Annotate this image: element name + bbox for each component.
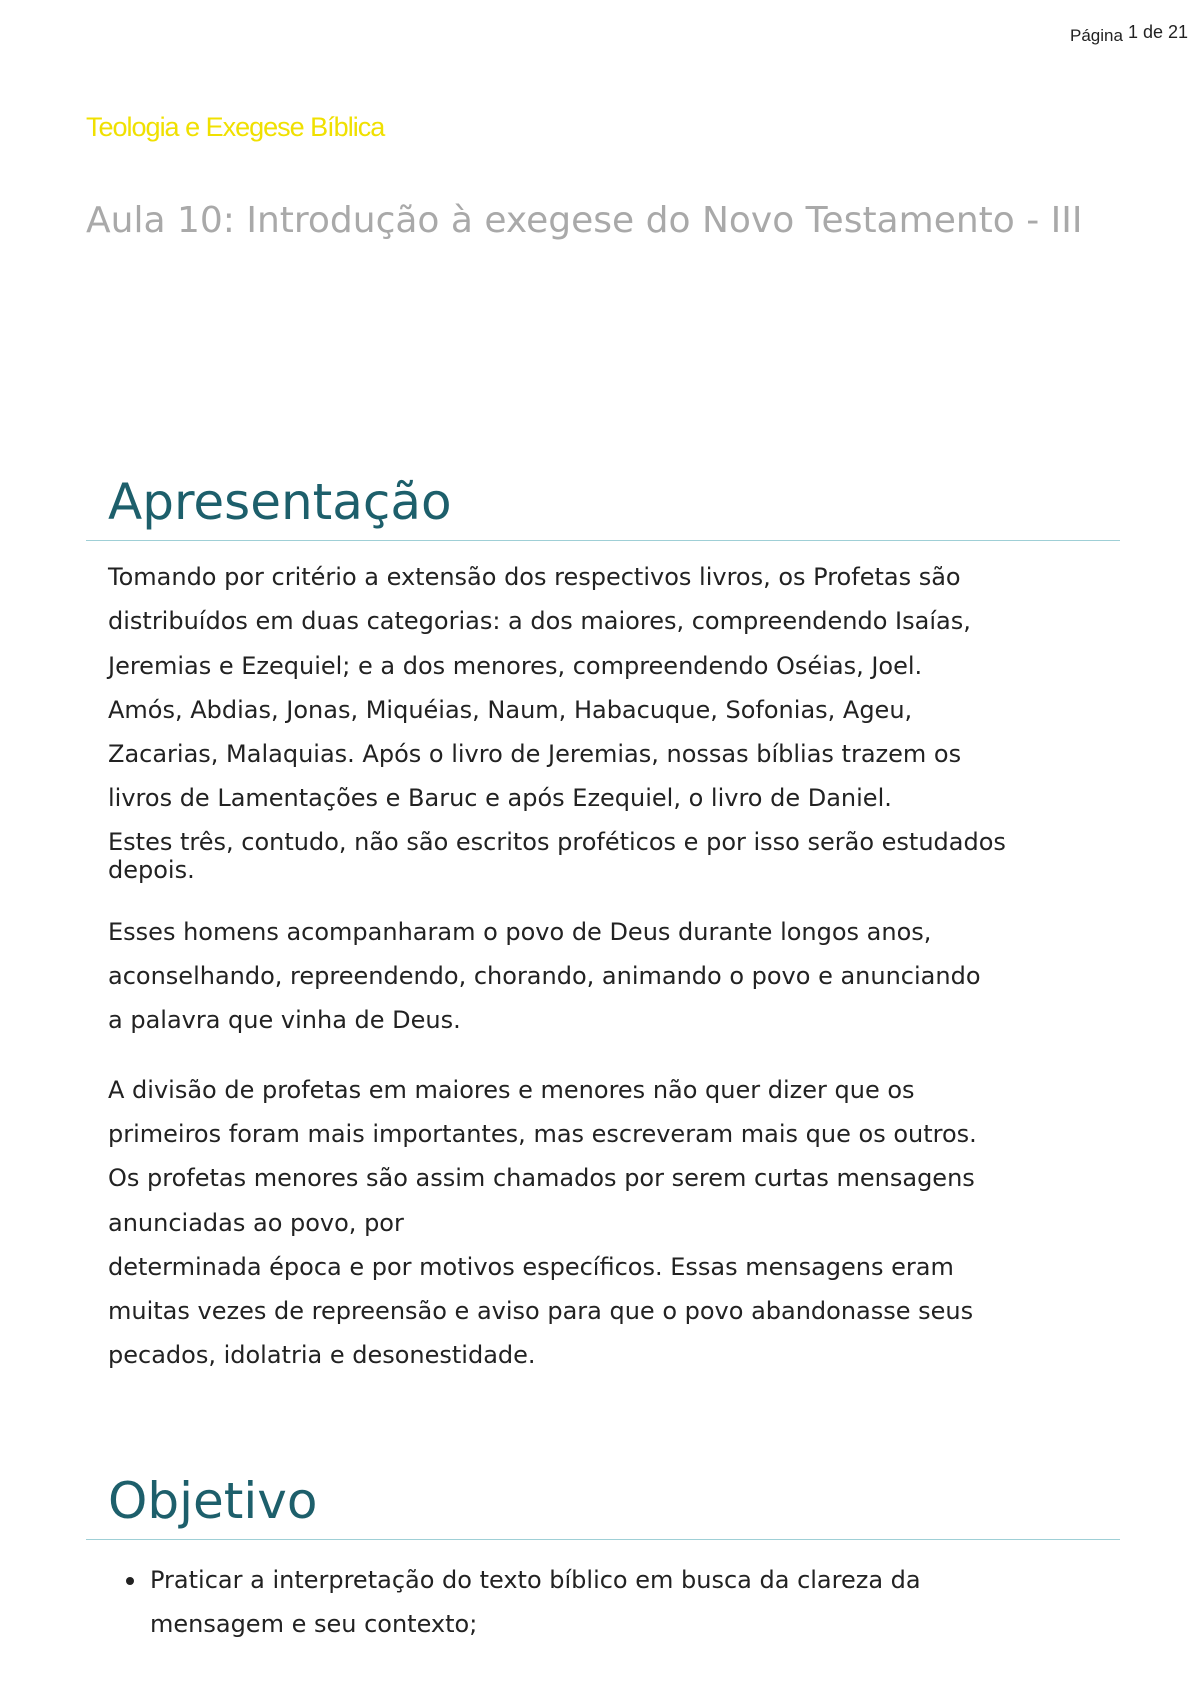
text-line: Praticar a interpretação do texto bíblico em busca da clareza da <box>150 1566 921 1594</box>
text-line: Zacarias, Malaquias. Após o livro de Jeremias, nossas bíblias trazem os <box>108 740 962 769</box>
paragraph-3 <box>108 1068 1120 1378</box>
objectives-list <box>86 1540 1120 1647</box>
paragraph-2 <box>108 910 1120 1043</box>
text-line: Jeremias e Ezequiel; e a dos menores, compreendendo Oséias, Joel. <box>108 651 923 680</box>
section-apresentacao <box>86 470 1120 1378</box>
text-line: Estes três, contudo, não são escritos proféticos e por isso serão estudados <box>108 827 1006 856</box>
course-title: Teologia e Exegese Bíblica <box>86 112 385 142</box>
page-number: 1 de 21 <box>1127 22 1188 42</box>
section-heading-objetivo: Objetivo <box>86 1469 1120 1540</box>
text-line: a palavra que vinha de Deus. <box>108 1006 461 1035</box>
text-line: depois. <box>108 855 195 884</box>
text-line: Esses homens acompanharam o povo de Deus durante longos anos, <box>108 917 932 946</box>
text-line: determinada época e por motivos específicos. Essas mensagens eram <box>108 1252 954 1281</box>
text-line: A divisão de profetas em maiores e menores não quer dizer que os <box>108 1075 915 1104</box>
text-line: Tomando por critério a extensão dos respectivos livros, os Profetas são <box>108 563 961 591</box>
section-body-apresentacao <box>86 541 1120 1378</box>
text-line: primeiros foram mais importantes, mas escreveram mais que os outros. <box>108 1119 977 1148</box>
section-objetivo <box>86 1469 1120 1647</box>
bullet-icon <box>126 1577 134 1585</box>
list-item <box>108 1558 1120 1647</box>
text-line: Amós, Abdias, Jonas, Miquéias, Naum, Habacuque, Sofonias, Ageu, <box>108 695 913 724</box>
text-line: distribuídos em duas categorias: a dos maiores, compreendendo Isaías, <box>108 607 971 636</box>
text-line: Os profetas menores são assim chamados por serem curtas mensagens <box>108 1164 975 1193</box>
page-counter <box>1070 22 1188 43</box>
text-line: pecados, idolatria e desonestidade. <box>108 1341 536 1370</box>
text-line: livros de Lamentações e Baruc e após Ezequiel, o livro de Daniel. <box>108 784 892 813</box>
paragraph-1 <box>108 555 1120 884</box>
text-line: mensagem e seu contexto; <box>150 1610 478 1639</box>
page-label: Página <box>1069 26 1123 45</box>
text-line: aconselhando, repreendendo, chorando, animando o povo e anunciando <box>108 962 981 991</box>
lesson-title: Aula 10: Introdução à exegese do Novo Testamento - III <box>86 200 1083 241</box>
section-heading-apresentacao: Apresentação <box>86 470 1120 541</box>
text-line: anunciadas ao povo, por <box>108 1208 404 1237</box>
text-line: muitas vezes de repreensão e aviso para que o povo abandonasse seus <box>108 1297 974 1326</box>
